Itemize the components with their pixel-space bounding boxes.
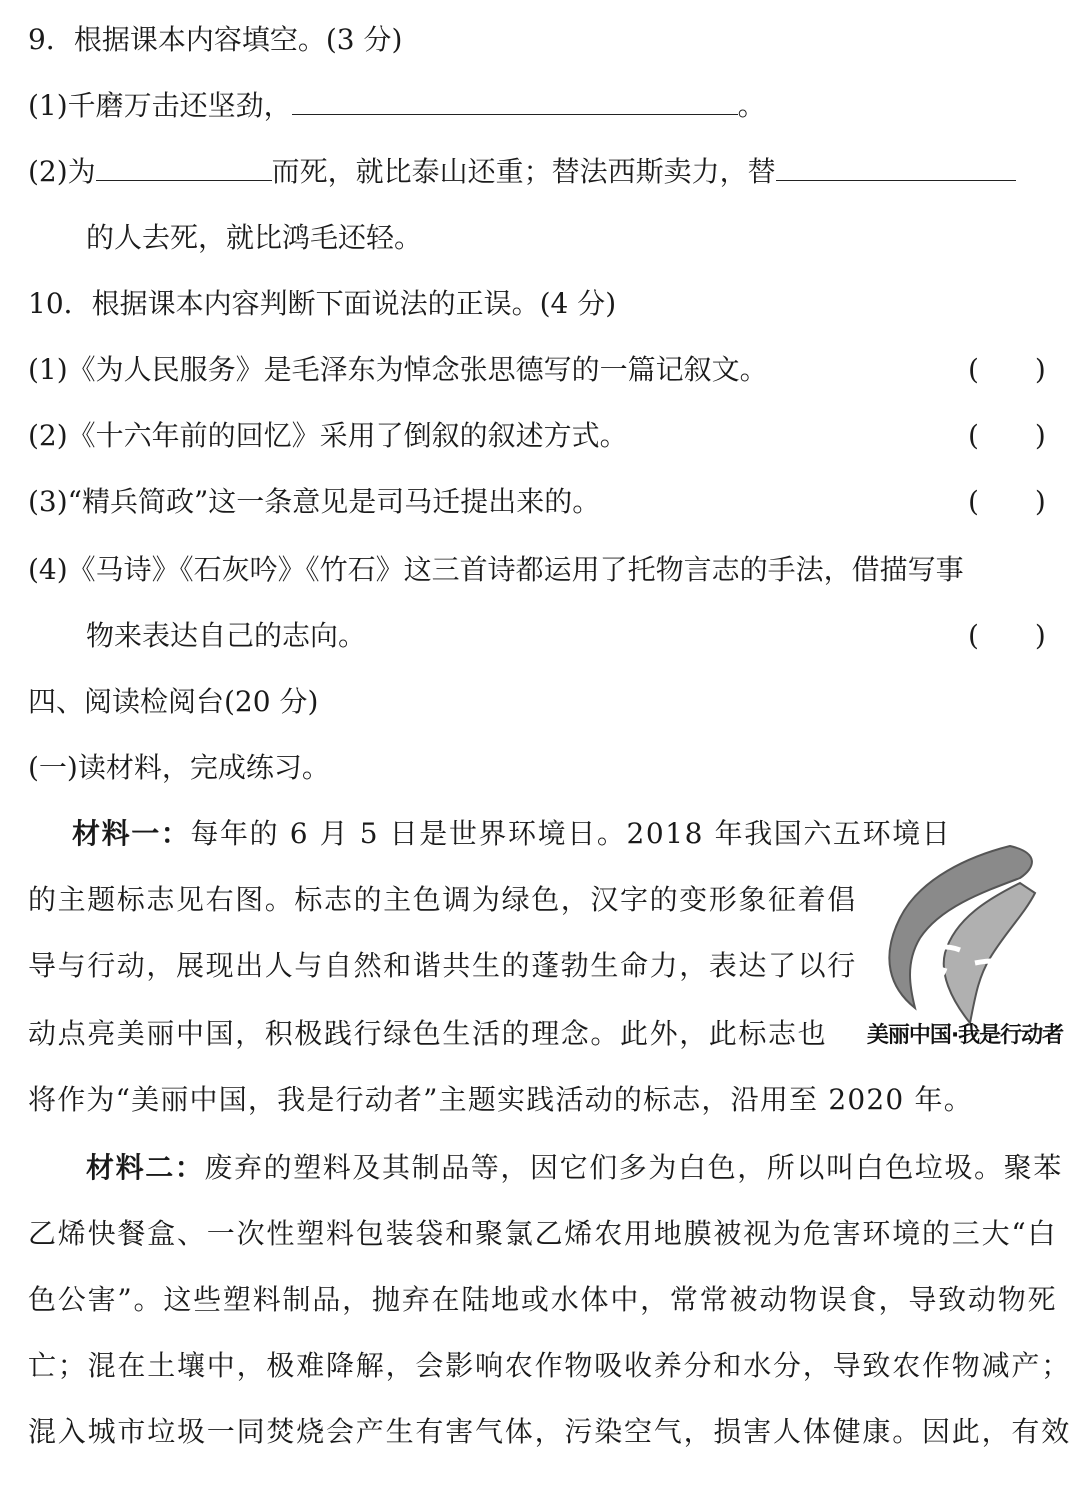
- material-2-line-3: 色公害”。这些塑料制品，抛弃在陆地或水体中，常常被动物误食，导致动物死: [28, 1283, 1058, 1316]
- answer-bracket[interactable]: ( ): [968, 485, 1046, 518]
- fill-blank[interactable]: [292, 88, 738, 115]
- material-2-label: 材料二：: [86, 1151, 205, 1184]
- material-1-line-1: [72, 816, 951, 852]
- section-4-title: 四、阅读检阅台(20 分): [28, 685, 319, 718]
- material-1-text: 每年的 6 月 5 日是世界环境日。2018 年我国六五环境日: [190, 817, 952, 850]
- material-2-line-4: 亡；混在土壤中，极难降解，会影响农作物吸收养分和水分，导致农作物减产；: [28, 1349, 1072, 1382]
- material-2-line-5: 混入城市垃圾一同焚烧会产生有害气体，污染空气，损害人体健康。因此，有效: [28, 1415, 1072, 1448]
- question-9-title: 9．根据课本内容填空。(3 分): [28, 23, 403, 56]
- material-1-line-4: 动点亮美丽中国，积极践行绿色生活的理念。此外，此标志也: [28, 1017, 828, 1050]
- material-2-text: 废弃的塑料及其制品等，因它们多为白色，所以叫白色垃圾。聚苯: [204, 1151, 1063, 1184]
- question-10-item-2: (2)《十六年前的回忆》采用了倒叙的叙述方式。: [28, 419, 628, 452]
- material-1-label: 材料一：: [72, 817, 191, 850]
- logo-caption: 美丽中国·我是行动者: [866, 1023, 1064, 1048]
- answer-bracket[interactable]: ( ): [968, 619, 1046, 652]
- answer-bracket[interactable]: ( ): [968, 353, 1046, 386]
- question-10-item-4: (4)《马诗》《石灰吟》《竹石》这三首诗都运用了托物言志的手法，借描写事: [28, 553, 964, 586]
- section-4-sub-1: (一)读材料，完成练习。: [28, 751, 330, 784]
- answer-bracket[interactable]: ( ): [968, 419, 1046, 452]
- question-10-item-4-continued: 物来表达自己的志向。: [86, 619, 367, 652]
- question-10-item-1: (1)《为人民服务》是毛泽东为悼念张思德写的一篇记叙文。: [28, 353, 768, 386]
- question-9-item-2-mid: 而死，就比泰山还重；替法西斯卖力，替: [271, 155, 776, 188]
- material-2-line-2: 乙烯快餐盒、一次性塑料包装袋和聚氯乙烯农用地膜被视为危害环境的三大“白: [28, 1217, 1058, 1250]
- question-9-item-2-text: (2)为: [28, 155, 96, 188]
- fill-blank[interactable]: [96, 154, 272, 181]
- material-1-line-5: 将作为“美丽中国，我是行动者”主题实践活动的标志，沿用至 2020 年。: [28, 1083, 973, 1116]
- material-2-line-1: [86, 1150, 1063, 1186]
- material-1-line-3: 导与行动，展现出人与自然和谐共生的蓬勃生命力，表达了以行: [28, 949, 857, 982]
- question-9-item-1-text: (1)千磨万击还坚劲，: [28, 89, 292, 122]
- question-9-item-2-continued: 的人去死，就比鸿毛还轻。: [86, 221, 423, 254]
- fill-blank[interactable]: [776, 154, 1016, 181]
- question-10-title: 10．根据课本内容判断下面说法的正误。(4 分): [28, 287, 617, 320]
- question-9-item-1-end: 。: [737, 89, 766, 122]
- material-1-line-2: 的主题标志见右图。标志的主色调为绿色，汉字的变形象征着倡: [28, 883, 857, 916]
- question-9-item-2: [28, 154, 1016, 190]
- question-10-item-3: (3)“精兵简政”这一条意见是司马迁提出来的。: [28, 485, 601, 518]
- question-9-item-1: [28, 88, 766, 124]
